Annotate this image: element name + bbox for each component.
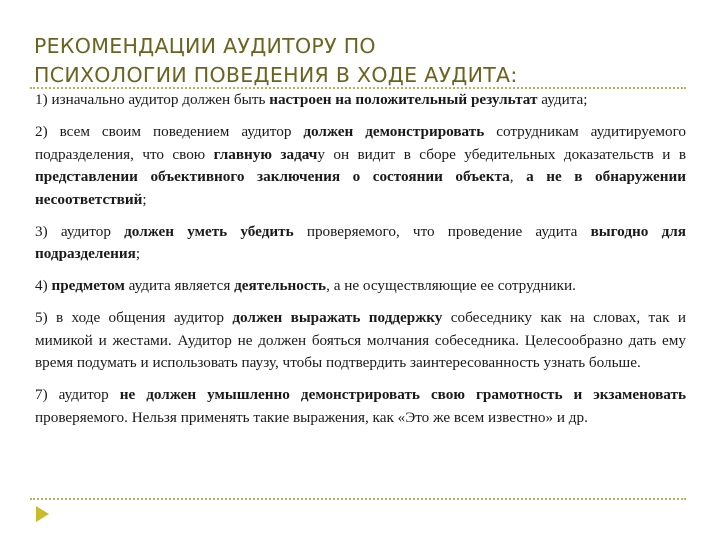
- text-segment: ;: [135, 245, 141, 262]
- bold-segment: представлении объективного заключения о состоянии объекта: [35, 168, 510, 185]
- bold-segment: не должен умышленно демонстрировать свою грамотность и экзаменовать: [119, 386, 686, 403]
- text-segment: 4): [35, 277, 52, 294]
- text-segment: 3) аудитор: [35, 222, 125, 240]
- slide-title: [34, 32, 694, 90]
- slide-title-line-1: РЕКОМЕНДАЦИИ АУДИТОРУ ПО: [34, 34, 376, 58]
- slide-title-line-2: ПСИХОЛОГИИ ПОВЕДЕНИЯ В ХОДЕ АУДИТА:: [34, 63, 518, 87]
- bold-segment: главную задач: [213, 145, 318, 163]
- text-segment: ,: [509, 168, 527, 185]
- text-segment: 5) в ходе общения аудитор: [35, 309, 233, 326]
- bottom-dotted-divider: [30, 498, 686, 500]
- text-segment: аудита;: [537, 91, 588, 108]
- recommendation-1: [35, 89, 686, 112]
- text-segment: 2) всем своим поведением аудитор: [35, 123, 304, 140]
- slide-marker-triangle-icon: [36, 506, 49, 522]
- recommendation-5: [35, 307, 686, 375]
- recommendation-3: [35, 221, 686, 266]
- text-segment: проверяемого, что проведение аудита: [293, 222, 591, 240]
- bold-segment: предметом: [51, 277, 125, 294]
- bold-segment: должен выражать поддержку: [232, 309, 443, 326]
- bold-segment: должен уметь убедить: [124, 222, 294, 240]
- recommendation-4: [35, 275, 686, 298]
- bold-segment: настроен на положительный результат: [269, 91, 538, 108]
- bold-segment: выгодно для подразделения: [35, 222, 686, 262]
- text-segment: ;: [142, 190, 147, 208]
- text-segment: собеседнику как на словах, так и мимикой и жестами. Аудитор не должен бояться молчания собеседника. Целесообразно дать ему время подумать и использовать паузу, чтобы подтвердить заинтересованность узнать больше.: [35, 309, 686, 371]
- bold-segment: а не в обнаружении несоответствий: [35, 168, 686, 208]
- text-segment: проверяемого. Нельзя применять такие выражения, как «Это же всем известно» и др.: [35, 408, 588, 426]
- bold-segment: должен демонстрировать: [303, 123, 485, 140]
- text-segment: 7) аудитор: [35, 386, 120, 403]
- recommendation-2: [35, 121, 686, 211]
- text-segment: , а не осуществляющие ее сотрудники.: [326, 277, 576, 294]
- text-segment: аудита является: [124, 277, 235, 294]
- bold-segment: деятельность: [234, 277, 327, 294]
- text-segment: сотрудникам аудитируемого подразделения, что свою: [35, 123, 687, 163]
- text-segment: у он видит в сборе убедительных доказательств и в: [317, 145, 686, 163]
- recommendations-list: [35, 89, 686, 439]
- text-segment: 1) изначально аудитор должен быть: [35, 91, 270, 108]
- recommendation-7: [35, 384, 686, 429]
